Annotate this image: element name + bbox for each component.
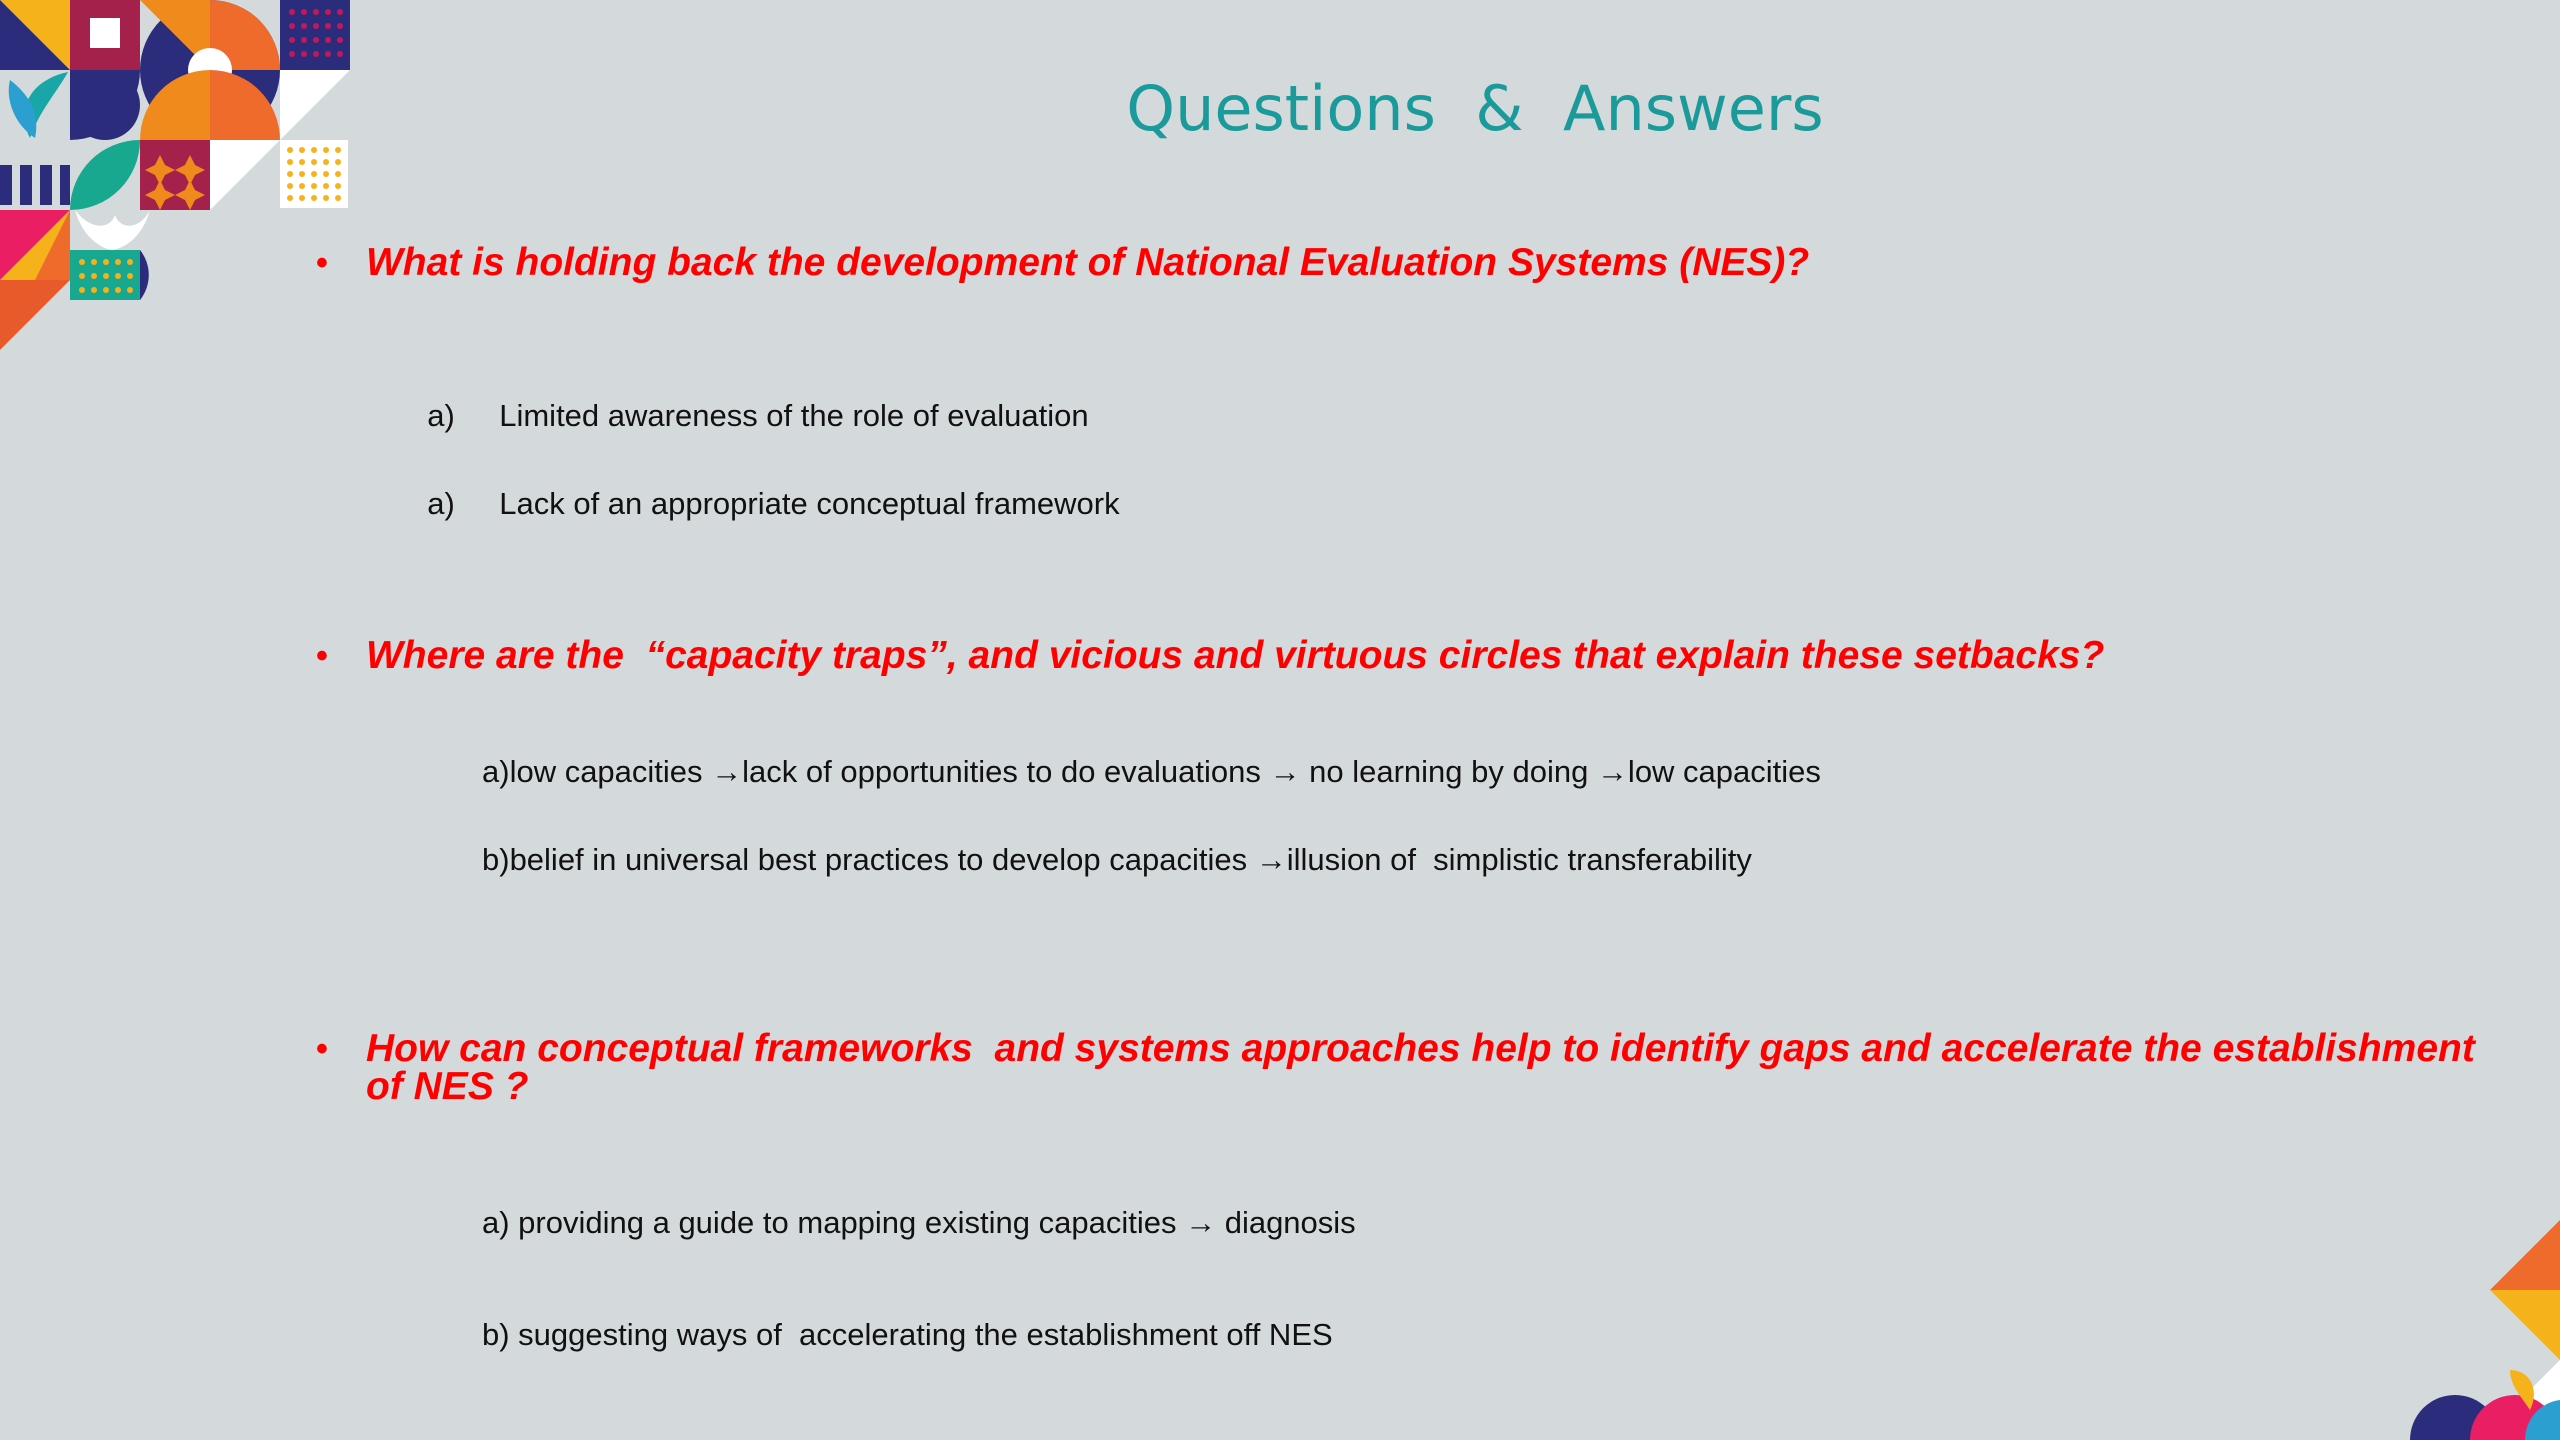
answer-item: b) suggesting ways of accelerating the establishment off NES	[482, 1317, 1333, 1352]
question-text: Where are the “capacity traps”, and vicious and virtuous circles that explain these setbacks?	[366, 634, 2105, 677]
answer-text: Lack of an appropriate conceptual framework	[499, 486, 1120, 521]
answer-marker: a)	[427, 398, 455, 433]
page-title: Questions & Answers	[1126, 72, 1824, 145]
answer-item: b)belief in universal best practices to develop capacities →illusion of simplistic transferability	[482, 842, 1752, 877]
decorative-mosaic-bottom-right	[2410, 1220, 2560, 1440]
bullet: •	[316, 1030, 328, 1068]
answer-item: a)low capacities →lack of opportunities to do evaluations → no learning by doing →low capacities	[482, 754, 1821, 789]
question-text: How can conceptual frameworks and systems approaches help to identify gaps and accelerate the establishment of NES ?	[366, 1027, 2486, 1108]
answer-item	[410, 362, 1089, 434]
answer-item: a) providing a guide to mapping existing capacities → diagnosis	[482, 1205, 1356, 1240]
bullet: •	[316, 637, 328, 675]
bullet: •	[316, 244, 328, 282]
decorative-mosaic-top-left	[0, 0, 350, 350]
answer-text: Limited awareness of the role of evaluation	[499, 398, 1089, 433]
answer-marker: a)	[427, 486, 455, 521]
question-text: What is holding back the development of National Evaluation Systems (NES)?	[366, 241, 1810, 284]
answer-item	[410, 450, 1120, 522]
